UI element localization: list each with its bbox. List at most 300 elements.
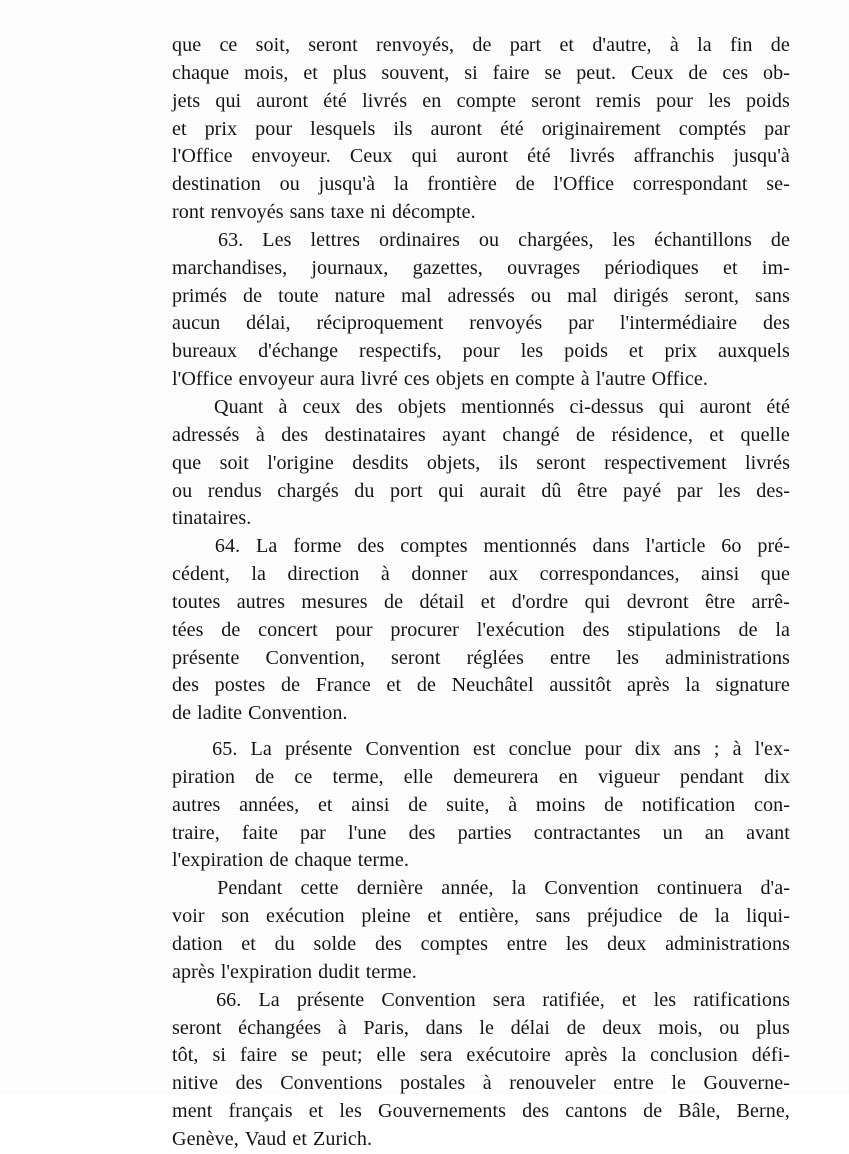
word: été	[323, 89, 347, 112]
word: de	[472, 34, 492, 56]
word: à	[278, 395, 288, 418]
word: aura	[319, 368, 355, 391]
word: la	[251, 563, 266, 586]
word: comptes	[400, 535, 468, 558]
word: souvent,	[381, 61, 450, 84]
text-line	[172, 820, 790, 848]
word: poids	[564, 340, 608, 363]
word: des-	[756, 479, 790, 502]
text-line	[172, 700, 790, 728]
word: con-	[754, 793, 790, 816]
word: pour	[462, 340, 500, 363]
word: jusqu'à	[733, 145, 790, 168]
word: Convention.	[248, 702, 348, 725]
word: et	[308, 1100, 324, 1123]
word: seront	[172, 1016, 222, 1039]
word: aussitôt	[549, 674, 612, 697]
word: que	[172, 451, 202, 474]
paragraph	[172, 875, 790, 986]
word: primés	[172, 284, 228, 307]
word: ce	[294, 765, 313, 788]
word: renvoyés	[210, 201, 284, 224]
word: tées	[172, 618, 204, 641]
word: de	[738, 618, 758, 641]
word: ou	[279, 173, 300, 196]
word: un	[662, 821, 683, 844]
text-line	[172, 764, 790, 792]
word: elle	[376, 1044, 406, 1067]
word: les	[653, 988, 677, 1011]
word: piration	[172, 765, 235, 788]
word: ouvrages	[507, 256, 581, 279]
word: ces	[722, 61, 749, 84]
text-line	[172, 32, 790, 60]
word: an	[704, 821, 724, 844]
text-line	[172, 1015, 790, 1043]
word: par	[764, 117, 790, 140]
word: à	[508, 793, 518, 816]
word: entre	[506, 933, 548, 955]
word: parties	[457, 821, 512, 844]
word: les	[616, 646, 640, 669]
word: livrés	[362, 89, 408, 112]
word: des	[281, 423, 309, 446]
word: payé	[623, 479, 662, 502]
word: de	[280, 674, 301, 697]
word: l'intermédiaire	[619, 312, 738, 335]
word: de	[269, 849, 289, 872]
word: et	[292, 1127, 308, 1150]
word: ;	[713, 738, 720, 761]
word: cantons	[565, 1100, 627, 1123]
word: échangées	[238, 1016, 322, 1039]
word: postales	[399, 1072, 466, 1095]
word: de	[221, 618, 241, 641]
word: ils	[393, 117, 413, 140]
word: seront	[536, 451, 586, 474]
word: que	[760, 563, 790, 586]
word: continuera	[656, 877, 743, 900]
word: jets	[172, 89, 201, 112]
word: marchandises,	[172, 256, 288, 279]
word: objets	[397, 395, 447, 418]
word: changé	[502, 423, 560, 446]
word: cédent,	[172, 563, 230, 586]
word: aux	[488, 563, 519, 586]
word: que	[172, 34, 202, 56]
word: renouveler	[509, 1072, 596, 1095]
word: rendus	[207, 479, 262, 502]
word: à	[380, 563, 390, 586]
word: lettres	[310, 228, 360, 251]
text-line	[172, 394, 790, 422]
word: sera	[419, 1044, 453, 1067]
word: d'autre,	[592, 34, 652, 56]
word: et	[386, 674, 402, 697]
word: affranchis	[633, 145, 715, 168]
word: moins	[535, 793, 586, 816]
word: correspondances,	[539, 563, 680, 586]
text-line	[172, 1126, 790, 1154]
word: frontière	[427, 173, 497, 196]
word: quelle	[740, 423, 790, 446]
word: périodiques	[604, 256, 699, 279]
word: adressés	[447, 284, 515, 307]
word: stipulations	[627, 618, 721, 641]
word: envoyeur.	[251, 145, 331, 168]
text-line	[172, 60, 790, 88]
word: est	[473, 738, 496, 761]
paragraph	[172, 227, 790, 394]
word: renvoyés	[469, 312, 543, 335]
word: les	[339, 1100, 362, 1123]
word: ainsi	[351, 793, 390, 816]
word: pleine	[361, 905, 411, 928]
word: envoyeur	[238, 368, 314, 391]
word: se-	[766, 173, 790, 196]
word: forme	[293, 535, 342, 558]
word: ou	[478, 228, 500, 251]
word: été	[766, 395, 790, 418]
word: sans	[535, 905, 571, 928]
word: livré	[360, 368, 398, 391]
word: des	[374, 933, 402, 955]
first-line-indent	[172, 987, 199, 1015]
word: compte	[515, 368, 575, 391]
word: le	[479, 1016, 494, 1039]
word: ce	[219, 34, 238, 56]
word: administrations	[665, 646, 790, 669]
word: dix	[634, 738, 661, 761]
word: à	[580, 368, 590, 391]
word: ci-dessus	[569, 395, 644, 418]
word: Vaud	[244, 1127, 287, 1150]
text-line	[172, 116, 790, 144]
word: terme.	[365, 960, 417, 983]
word: et	[723, 256, 738, 279]
word: résidence,	[611, 423, 694, 446]
word: Convention,	[265, 646, 365, 669]
word: français	[228, 1100, 293, 1123]
word: Conventions	[280, 1072, 383, 1095]
first-line-indent	[172, 736, 199, 764]
word: qui	[411, 145, 438, 168]
word: d'ordre	[511, 590, 569, 613]
word: de	[172, 702, 192, 725]
word: entre	[613, 1072, 654, 1095]
word: ob-	[763, 61, 790, 84]
word: terme.	[357, 849, 409, 872]
word: Zurich.	[313, 1127, 373, 1150]
word: originairement	[541, 117, 661, 140]
text-line	[172, 450, 790, 478]
word: seront	[531, 89, 581, 112]
word: décompte.	[392, 201, 476, 224]
word: être	[577, 479, 608, 502]
word: plus	[332, 61, 367, 84]
word: été	[527, 145, 551, 168]
first-line-indent	[172, 227, 199, 255]
word: voir	[172, 905, 205, 928]
word: arrê-	[751, 590, 790, 613]
word: les	[565, 933, 589, 955]
word: La	[258, 988, 280, 1011]
word: direction	[287, 563, 360, 586]
word: ni	[370, 201, 387, 224]
word: ladite	[197, 702, 243, 725]
word: part	[509, 34, 542, 56]
word: ront	[172, 201, 205, 224]
word: pour	[656, 89, 694, 112]
word: l'article	[645, 535, 706, 558]
word: par	[568, 312, 595, 335]
word: et	[241, 933, 256, 955]
word: à	[732, 738, 742, 761]
word: 64.	[214, 535, 241, 558]
word: du	[274, 933, 295, 955]
word: autres	[172, 793, 221, 816]
word: d'échange	[258, 340, 339, 363]
word: qui	[215, 89, 242, 112]
word: toutes	[172, 590, 221, 613]
word: La	[256, 535, 278, 558]
word: Neuchâtel	[451, 674, 534, 697]
word: année,	[441, 877, 494, 900]
word: destinataires	[324, 423, 426, 446]
word: nitive	[172, 1072, 219, 1095]
word: respectivement	[604, 451, 727, 474]
word: présente	[284, 738, 353, 761]
word: comptes	[420, 933, 489, 955]
word: auront	[699, 395, 752, 418]
word: taxe	[330, 201, 365, 224]
text-line	[172, 255, 790, 283]
word: France	[315, 674, 371, 697]
word: respectifs,	[359, 340, 442, 363]
word: deux	[602, 1016, 642, 1039]
text-line	[172, 199, 790, 227]
word: délai	[510, 1016, 550, 1039]
word: l'expiration	[220, 960, 313, 983]
first-line-indent	[172, 394, 199, 422]
text-line	[172, 143, 790, 171]
word: pour	[584, 738, 622, 761]
word: avant	[746, 821, 790, 844]
word: fin	[730, 34, 753, 56]
word: correspondant	[632, 173, 748, 196]
word: années,	[239, 793, 300, 816]
word: des	[522, 1100, 550, 1123]
word: aurait	[479, 479, 526, 502]
word: renvoyés,	[376, 34, 455, 56]
word: pendant	[679, 765, 744, 788]
word: nature	[334, 284, 386, 307]
text-line	[172, 88, 790, 116]
word: détail	[419, 590, 465, 613]
word: après	[172, 960, 215, 983]
word: l'origine	[267, 451, 334, 474]
word: et	[303, 61, 318, 84]
word: signature	[715, 674, 790, 697]
text-line	[172, 505, 790, 533]
word: Pendant	[217, 877, 283, 900]
word: bureaux	[172, 340, 238, 363]
word: des	[763, 312, 790, 335]
word: mal	[401, 284, 432, 307]
word: délai,	[246, 312, 291, 335]
word: dudit	[318, 960, 360, 983]
word: pour	[255, 117, 293, 140]
text-line	[172, 533, 790, 561]
word: présente	[296, 988, 365, 1011]
word: compte	[456, 89, 517, 112]
word: l'expiration	[172, 849, 264, 872]
text-line	[172, 617, 790, 645]
text-line	[172, 422, 790, 450]
word: l'Office	[553, 173, 615, 196]
word: la	[393, 173, 409, 196]
word: les	[708, 89, 731, 112]
word: 63.	[217, 228, 244, 251]
word: la	[714, 905, 730, 928]
word: Quant	[214, 395, 264, 418]
text-line	[172, 959, 790, 987]
word: de	[515, 173, 535, 196]
word: ratifiée,	[542, 988, 605, 1011]
word: son	[221, 905, 250, 928]
word: et	[427, 905, 443, 928]
word: demeurera	[453, 765, 539, 788]
text-line	[172, 589, 790, 617]
text-line	[172, 478, 790, 506]
word: qui	[658, 395, 685, 418]
word: se	[291, 1044, 309, 1067]
word: et	[480, 590, 496, 613]
word: procurer	[390, 618, 459, 641]
word: être	[704, 590, 736, 613]
word: la	[697, 34, 712, 56]
word: Les	[262, 228, 292, 251]
word: prix	[664, 340, 698, 363]
word: Office.	[651, 368, 708, 391]
word: à	[669, 34, 679, 56]
text-line	[172, 338, 790, 366]
word: des	[357, 535, 385, 558]
word: l'Office	[172, 368, 233, 391]
word: 6o	[721, 535, 742, 558]
word: après	[626, 674, 670, 697]
word: poids	[746, 89, 790, 112]
text-line	[172, 310, 790, 338]
first-line-indent	[172, 533, 199, 561]
word: conclusion	[650, 1044, 738, 1067]
word: de	[770, 34, 790, 56]
word: mal	[567, 284, 598, 307]
word: liqui-	[746, 905, 790, 928]
word: seront	[308, 34, 358, 56]
word: si	[212, 1044, 227, 1067]
word: ils	[498, 451, 518, 474]
word: par	[300, 821, 326, 844]
word: de	[679, 905, 699, 928]
word: Convention	[365, 738, 460, 761]
word: la	[621, 1044, 637, 1067]
word: préjudice	[587, 905, 663, 928]
word: chargés	[277, 479, 339, 502]
word: Gouverne-	[703, 1072, 790, 1095]
word: chaque	[172, 61, 230, 84]
text-line	[172, 672, 790, 700]
word: de	[566, 1016, 586, 1039]
word: échantillons	[654, 228, 752, 251]
word: de	[243, 284, 263, 307]
word: auxquels	[718, 340, 790, 363]
word: l'Office	[172, 145, 233, 168]
word: tinataires.	[172, 507, 252, 530]
text-column	[172, 32, 790, 1154]
word: les	[718, 479, 741, 502]
word: terme,	[332, 765, 384, 788]
word: exécutoire	[466, 1044, 551, 1067]
word: en	[558, 765, 578, 788]
text-line	[172, 561, 790, 589]
word: plus	[756, 1016, 790, 1039]
word: à	[337, 1016, 347, 1039]
word: ans	[673, 738, 701, 761]
word: présente	[172, 646, 240, 669]
word: réciproquement	[316, 312, 444, 335]
word: pour	[335, 618, 373, 641]
word: des	[355, 395, 383, 418]
word: à	[482, 1072, 492, 1095]
word: des	[172, 674, 199, 697]
text-line	[172, 875, 790, 903]
word: auront	[256, 89, 309, 112]
word: Gouvernements	[378, 1100, 507, 1123]
word: Paris,	[363, 1016, 409, 1039]
word: objets	[435, 368, 485, 391]
word: seront	[391, 646, 441, 669]
word: Convention	[544, 877, 639, 900]
word: et	[559, 34, 575, 56]
first-line-indent	[172, 875, 199, 903]
word: et	[621, 988, 637, 1011]
paragraph	[172, 987, 790, 1154]
paragraph	[172, 736, 790, 875]
word: de	[408, 793, 428, 816]
word: dernière	[356, 877, 424, 900]
word: de	[384, 590, 404, 613]
word: défi-	[751, 1044, 790, 1067]
word: toute	[278, 284, 319, 307]
word: 65.	[212, 738, 238, 761]
word: Ceux	[349, 145, 393, 168]
word: ces	[403, 368, 430, 391]
word: jusqu'à	[318, 173, 376, 196]
word: ceux	[302, 395, 341, 418]
word: si	[464, 61, 478, 84]
word: ordinaires	[378, 228, 460, 251]
text-line	[172, 903, 790, 931]
word: de	[770, 228, 790, 251]
word: 66.	[216, 988, 242, 1011]
word: l'ex-	[754, 738, 790, 761]
word: de	[688, 61, 708, 84]
text-line	[172, 987, 790, 1015]
word: la	[685, 674, 700, 697]
word: les	[520, 340, 544, 363]
word: de	[643, 1100, 663, 1123]
